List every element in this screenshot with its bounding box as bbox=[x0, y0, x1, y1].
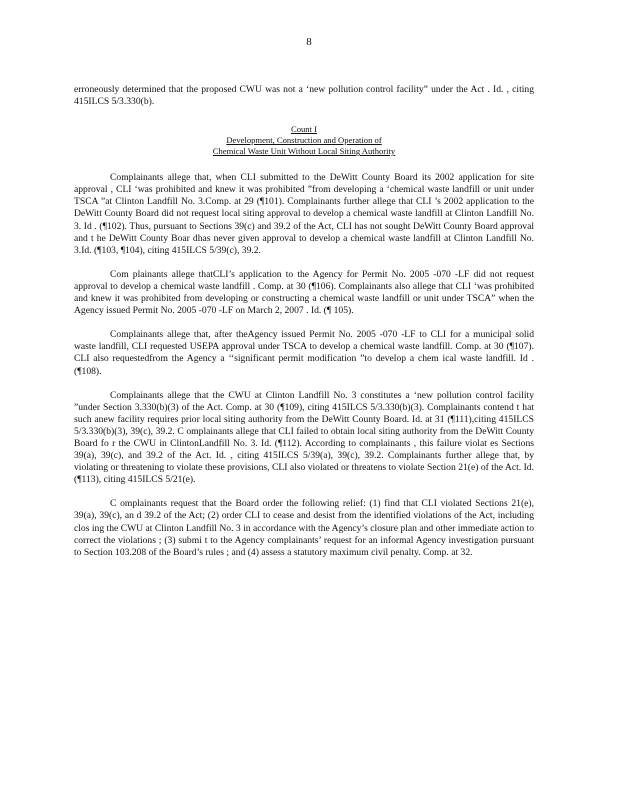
intro-paragraph: erroneously determined that the proposed CWU was not a ‘new pollution control facility” under the Act . Id. , citing 415ILCS 5/3.330(b). bbox=[74, 84, 534, 108]
section-heading bbox=[74, 124, 534, 157]
heading-line-2: Development, Construction and Operation of bbox=[226, 135, 382, 146]
page-body bbox=[74, 84, 534, 559]
page-number: 8 bbox=[306, 36, 312, 48]
heading-line-1: Count I bbox=[290, 124, 318, 135]
paragraph-usepa-request: Complainants allege that, after theAgency issued Permit No. 2005 -070 -LF to CLI for a municipal solid waste landfill, CLI requested USEPA approval under TSCA to develop a chemical waste landfill. Comp. at 30 (¶107). CLI also requestedfrom the Agency a ‘‘significant permit modification ”to develop a chem ical waste landfill. Id . (¶108). bbox=[74, 329, 534, 377]
paragraph-new-facility: Complainants allege that the CWU at Clinton Landfill No. 3 constitutes a ‘new pollution control facility ”under Section 3.330(b)(3) of the Act. Comp. at 30 (¶109), citing 415ILCS 5/3.330(b)(3). Complainants contend t hat such anew facility requires prior local siting authority from the DeWitt County Board. Id. at 31 (¶111),citing 415ILCS 5/3.330(b)(3), 39(c), 39.2. C omplainants allege that CLI failed to obtain local siting authority from the DeWitt County Board fo r the CWU in ClintonLandfill No. 3. Id. (¶112). According to complainants , this failure violat es Sections 39(a), 39(c), and 39.2 of the Act. Id. , citing 415ILCS 5/39(a), 39(c), 39.2. Complainants further allege that, by violating or threatening to violate these provisions, CLI also violated or threatens to violate Section 21(e) of the Act. Id. (¶113), citing 415ILCS 5/21(e). bbox=[74, 389, 534, 486]
paragraph-agency-permit: Com plainants allege thatCLI’s application to the Agency for Permit No. 2005 -070 -LF did not request approval to develop a chemical waste landfill . Comp. at 30 (¶106). Complainants also allege that CLI ‘was prohibited and knew it was prohibited from developing or constructing a chemical waste landfill or unit under TSCA” when the Agency issued Permit No. 2005 -070 -LF on March 2, 2007 . Id. (¶ 105). bbox=[74, 268, 534, 317]
heading-line-3: Chemical Waste Unit Without Local Siting Authority bbox=[212, 146, 396, 157]
paragraph-siting-application: Complainants allege that, when CLI submitted to the DeWitt County Board its 2002 application for site approval , CLI ‘was prohibited and knew it was prohibited ”from developing a ‘chemical waste landfill or unit under TSCA ”at Clinton Landfill No. 3.Comp. at 29 (¶101). Complainants further allege that CLI ’s 2002 application to the DeWitt County Board did not request local siting approval to develop a chemical waste landfill at Clinton Landfill No. 3. Id . (¶102). Thus, pursuant to Sections 39(c) and 39.2 of the Act, CLI has not sought DeWitt County Board approval and t he DeWitt County Boar dhas never given approval to develop a chemical waste landfill at Clinton Landfill No. 3.Id. (¶103, ¶104), citing 415ILCS 5/39(c), 39.2. bbox=[74, 172, 534, 256]
paragraph-relief-requested: C omplainants request that the Board order the following relief: (1) find that CLI violated Sections 21(e), 39(a), 39(c), an d 39.2 of the Act; (2) order CLI to cease and desist from the identified violations of the Act, including clos ing the CWU at Clinton Landfill No. 3 in accordance with the Agency’s closure plan and other immediate action to correct the violations ; (3) submi t to the Agency complainants’ request for an informal Agency investigation pursuant to Section 103.208 of the Board’s rules ; and (4) assess a statutory maximum civil penalty. Comp. at 32. bbox=[74, 498, 534, 558]
